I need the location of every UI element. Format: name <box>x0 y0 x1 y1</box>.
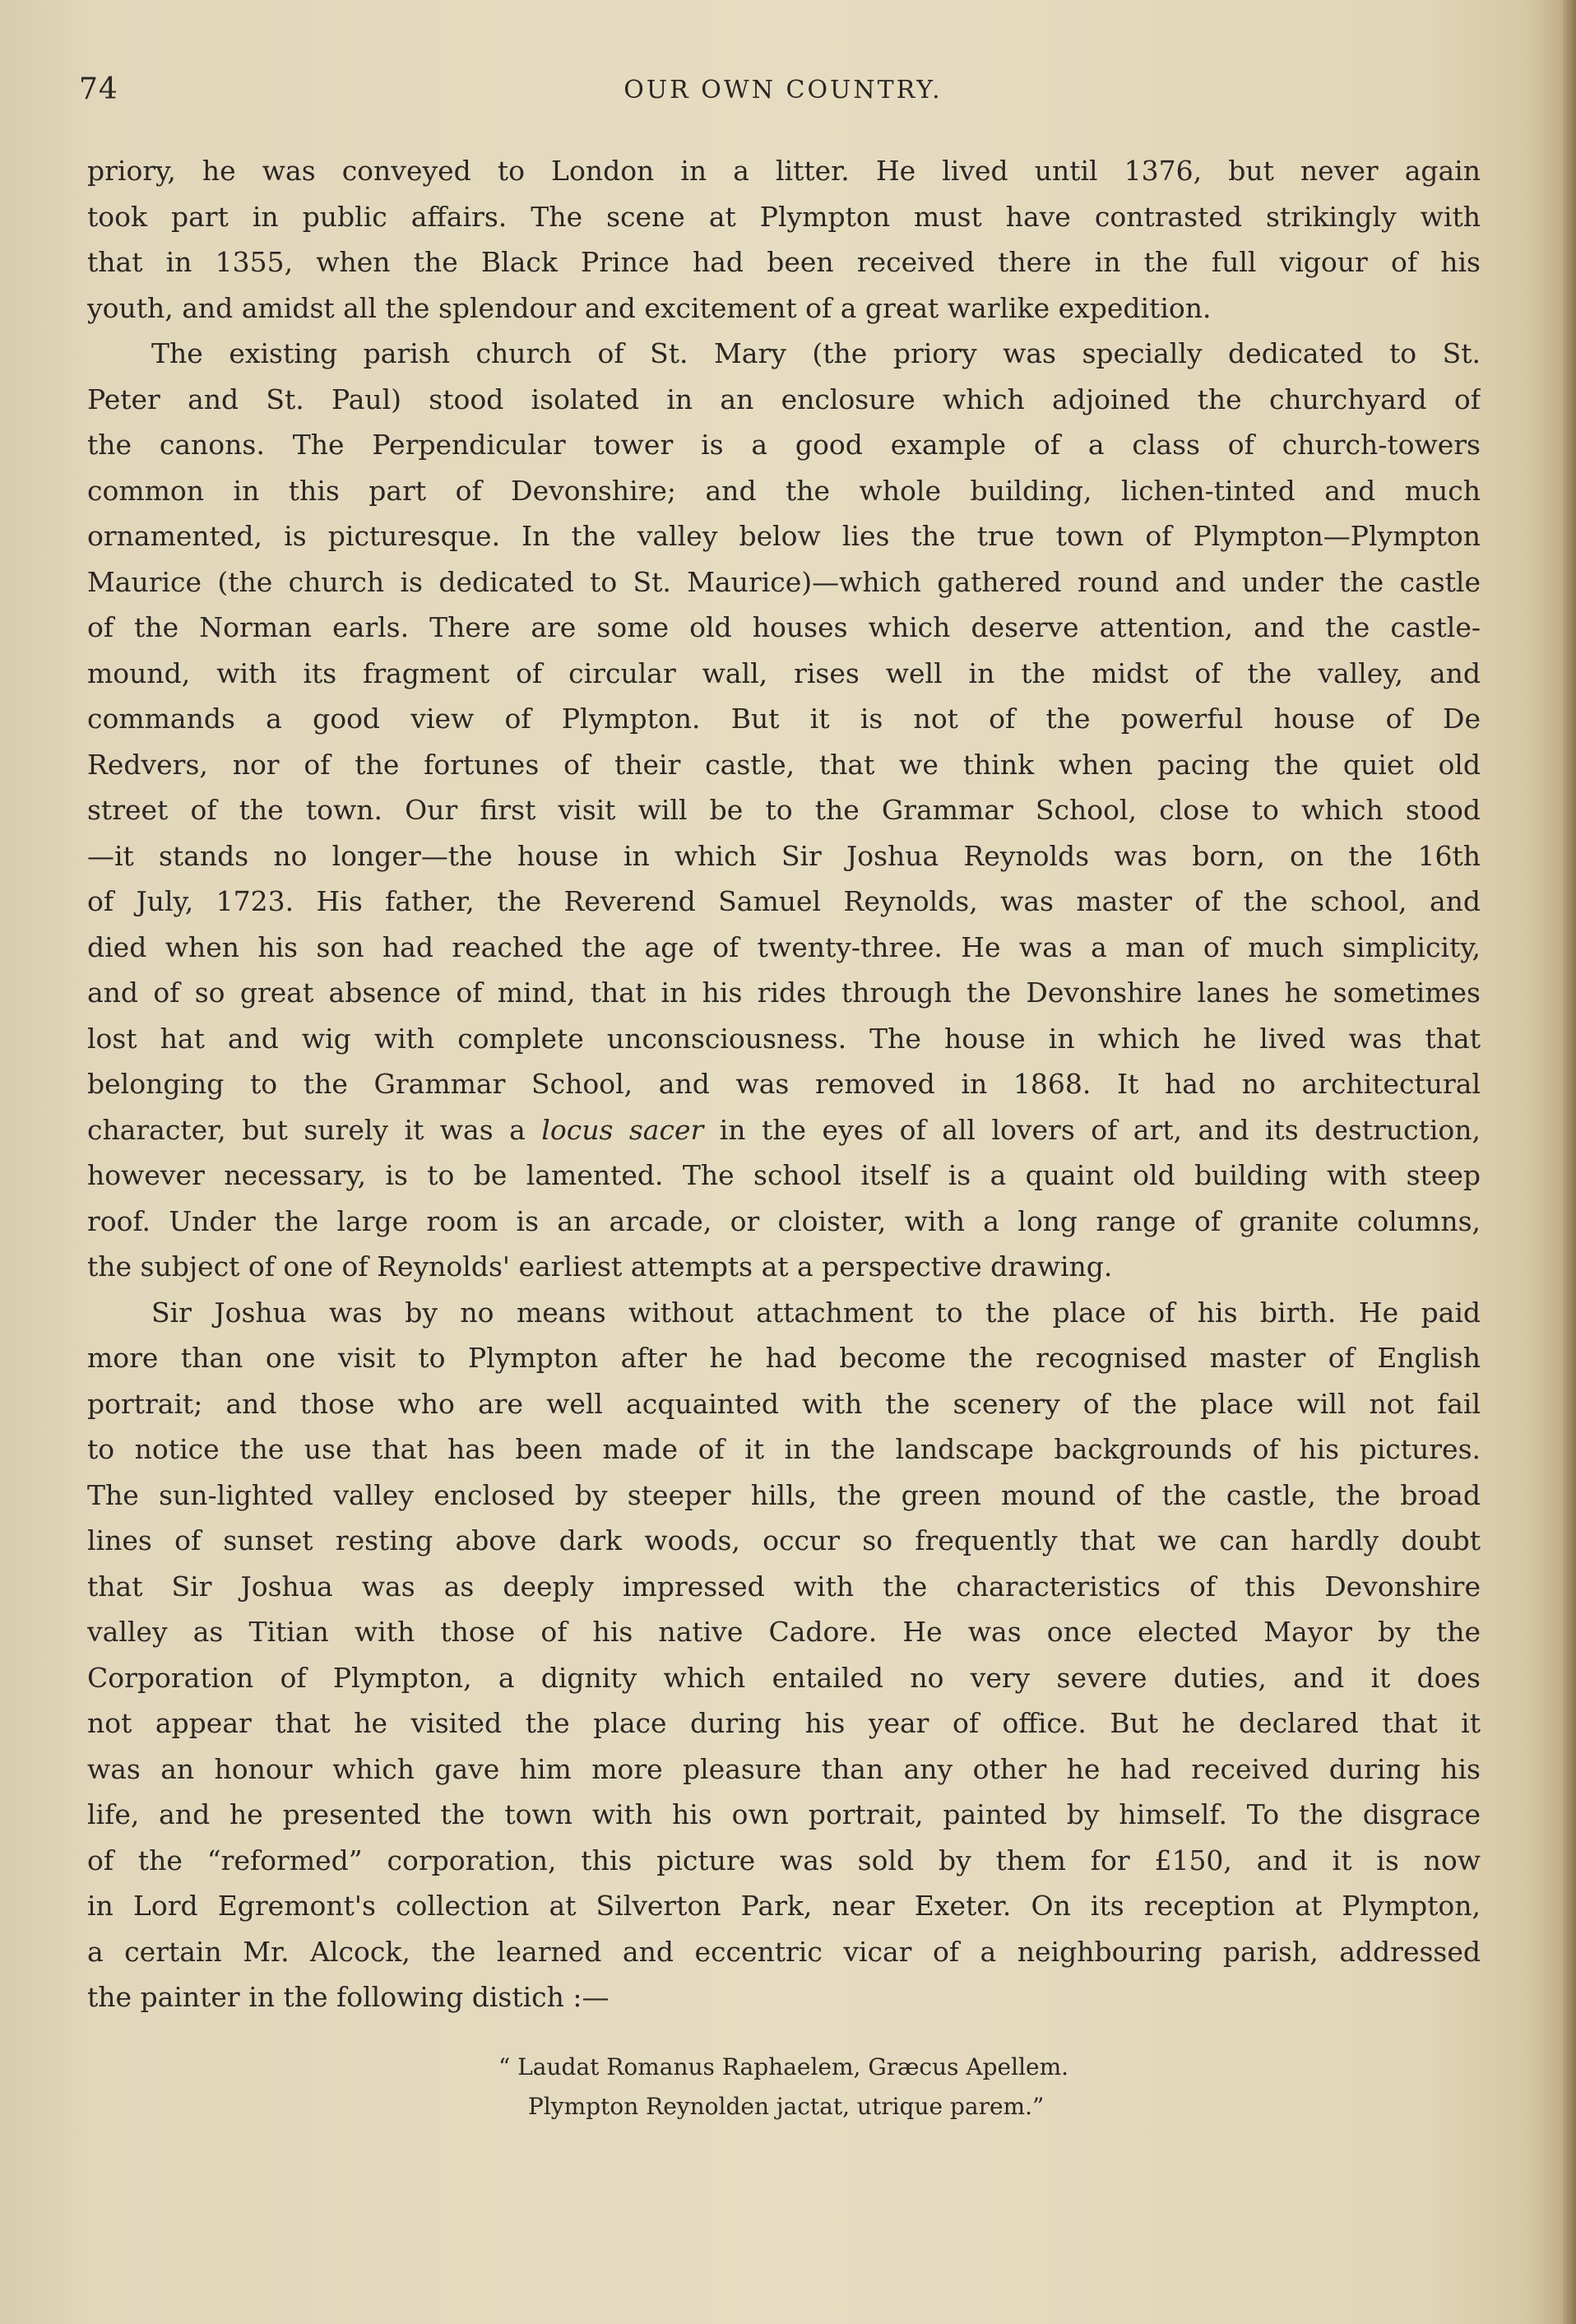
text-line: in Lord Egremont's collection at Silverton Park, near Exeter. On its reception at Plympton, <box>87 1890 1481 1922</box>
text-line: and of so great absence of mind, that in his rides through the Devonshire lanes he sometimes <box>87 976 1481 1009</box>
text-line: lines of sunset resting above dark woods, occur so frequently that we can hardly doubt <box>87 1524 1481 1556</box>
quote-line: Plympton Reynolden jactat, utrique parem.” <box>528 2093 1045 2120</box>
text-segment: in the eyes of all lovers of art, and its destruction, <box>703 1113 1481 1146</box>
text-line: Sir Joshua was by no means without attachment to the place of his birth. He paid <box>151 1296 1481 1329</box>
text-line: youth, and amidst all the splendour and excitement of a great warlike expedition. <box>87 291 1212 324</box>
text-line: portrait; and those who are well acquainted with the scenery of the place will not fail <box>87 1387 1481 1420</box>
text-line: The existing parish church of St. Mary (the priory was specially dedicated to St. <box>151 337 1481 369</box>
running-head: OUR OWN COUNTRY. <box>623 76 943 104</box>
page-header <box>79 72 1487 112</box>
text-line: mound, with its fragment of circular wall, rises well in the midst of the valley, and <box>87 656 1481 689</box>
text-line: was an honour which gave him more pleasure than any other he had received during his <box>87 1752 1481 1785</box>
quote-line: “ Laudat Romanus Raphaelem, Græcus Apellem. <box>498 2053 1069 2080</box>
text-line: of the Norman earls. There are some old houses which deserve attention, and the castle- <box>87 611 1481 643</box>
text-line: ornamented, is picturesque. In the valley below lies the true town of Plympton—Plympton <box>87 520 1481 552</box>
text-line: Maurice (the church is dedicated to St. Maurice)—which gathered round and under the castle <box>87 565 1481 598</box>
text-line: the painter in the following distich :— <box>87 1981 610 2013</box>
text-line: priory, he was conveyed to London in a litter. He lived until 1376, but never again <box>87 155 1481 187</box>
text-line: that Sir Joshua was as deeply impressed with the characteristics of this Devonshire <box>87 1570 1481 1603</box>
latin-distich <box>498 2048 1239 2127</box>
page-edge <box>1563 0 1576 2324</box>
text-line: took part in public affairs. The scene at Plympton must have contrasted strikingly with <box>87 200 1481 233</box>
text-line: The sun-lighted valley enclosed by steeper hills, the green mound of the castle, the broad <box>87 1478 1481 1511</box>
text-line: however necessary, is to be lamented. The school itself is a quaint old building with steep <box>87 1159 1481 1191</box>
text-line: valley as Titian with those of his native Cadore. He was once elected Mayor by the <box>87 1616 1481 1648</box>
text-segment: character, but surely it was a <box>87 1113 542 1146</box>
text-line: the subject of one of Reynolds' earliest attempts at a perspective drawing. <box>87 1250 1113 1283</box>
text-line: Redvers, nor of the fortunes of their castle, that we think when pacing the quiet old <box>87 748 1481 781</box>
text-line: lost hat and wig with complete unconsciousness. The house in which he lived was that <box>87 1022 1481 1055</box>
text-line: a certain Mr. Alcock, the learned and eccentric vicar of a neighbouring parish, addressed <box>87 1935 1481 1968</box>
text-line: died when his son had reached the age of twenty-three. He was a man of much simplicity, <box>87 930 1481 963</box>
text-line: of the “reformed” corporation, this picture was sold by them for £150, and it is now <box>87 1844 1481 1876</box>
text-line: belonging to the Grammar School, and was removed in 1868. It had no architectural <box>87 1068 1481 1100</box>
text-line <box>87 1107 1481 1153</box>
text-line: Corporation of Plympton, a dignity which entailed no very severe duties, and it does <box>87 1661 1481 1694</box>
text-line: roof. Under the large room is an arcade, or cloister, with a long range of granite columns, <box>87 1204 1481 1237</box>
text-line: commands a good view of Plympton. But it is not of the powerful house of De <box>87 703 1481 735</box>
text-line: street of the town. Our first visit will be to the Grammar School, close to which stood <box>87 794 1481 826</box>
text-line: more than one visit to Plympton after he had become the recognised master of English <box>87 1342 1481 1374</box>
text-line: the canons. The Perpendicular tower is a good example of a class of church-towers <box>87 429 1481 461</box>
text-line: of July, 1723. His father, the Reverend Samuel Reynolds, was master of the school, and <box>87 885 1481 917</box>
text-line: Peter and St. Paul) stood isolated in an enclosure which adjoined the churchyard of <box>87 383 1481 415</box>
body-text <box>87 148 1481 2020</box>
text-line: life, and he presented the town with his own portrait, painted by himself. To the disgrace <box>87 1798 1481 1830</box>
text-line: to notice the use that has been made of it in the landscape backgrounds of his pictures. <box>87 1433 1481 1465</box>
text-line: that in 1355, when the Black Prince had been received there in the full vigour of his <box>87 246 1481 278</box>
text-line: not appear that he visited the place during his year of office. But he declared that it <box>87 1707 1481 1739</box>
text-line: common in this part of Devonshire; and the whole building, lichen-tinted and much <box>87 474 1481 507</box>
italic-phrase: locus sacer <box>541 1113 704 1146</box>
page-number: 74 <box>79 72 118 106</box>
text-line: —it stands no longer—the house in which Sir Joshua Reynolds was born, on the 16th <box>87 839 1481 872</box>
